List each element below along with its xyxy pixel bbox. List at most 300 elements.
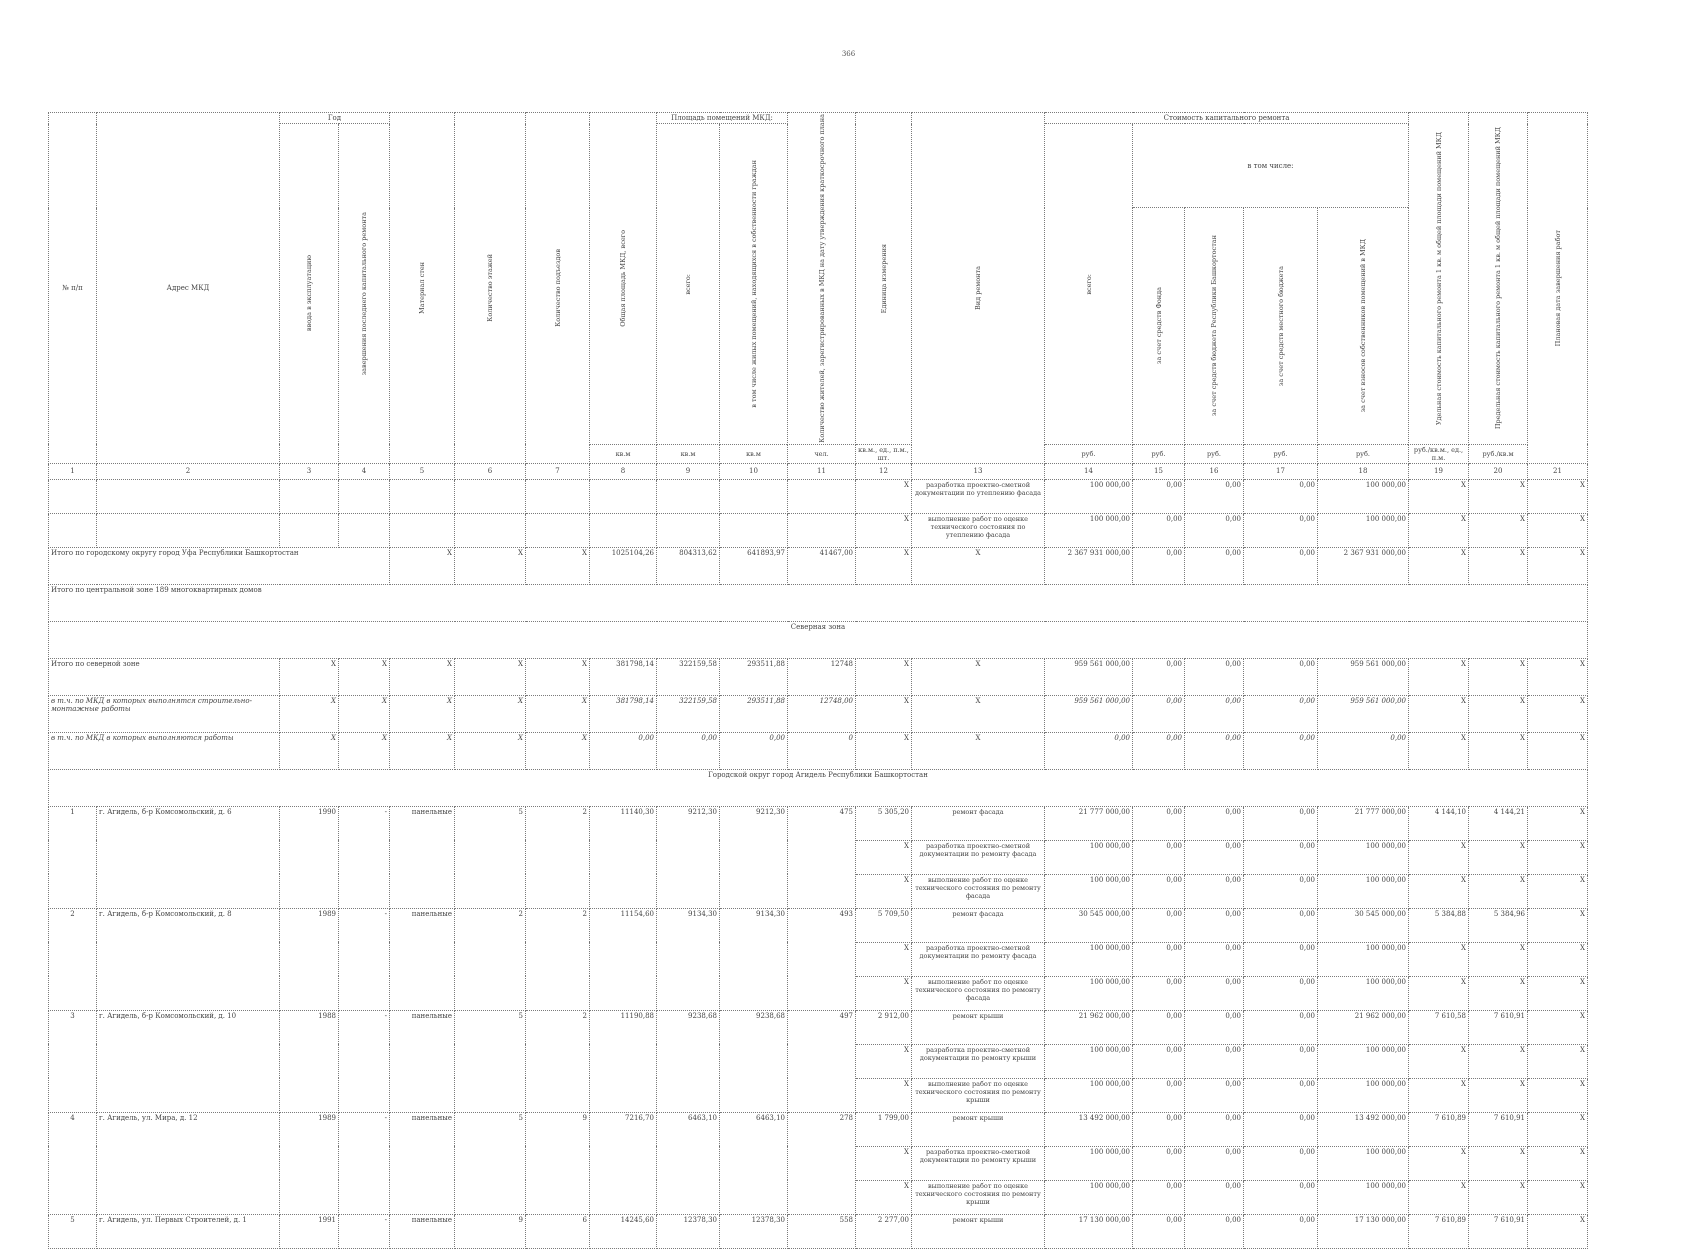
table-cell: 0 bbox=[788, 732, 856, 769]
table-cell: 0,00 bbox=[1133, 908, 1185, 942]
table-cell: X bbox=[526, 658, 590, 695]
header-work-type: Вид ремонта bbox=[912, 113, 1045, 464]
table-cell: 9 bbox=[455, 1214, 526, 1248]
table-cell: 1 799,00 bbox=[856, 1112, 912, 1146]
table-cell: 0,00 bbox=[1244, 874, 1318, 908]
table-cell: 6463,10 bbox=[657, 1112, 720, 1214]
table-cell: 6 bbox=[526, 1214, 590, 1248]
table-cell: X bbox=[1409, 479, 1469, 513]
table-cell: X bbox=[1409, 513, 1469, 547]
table-cell: 12748,00 bbox=[788, 695, 856, 732]
table-cell: 5 bbox=[49, 1214, 97, 1248]
table-cell: 0,00 bbox=[1185, 840, 1244, 874]
table-cell: 0,00 bbox=[657, 732, 720, 769]
table-cell: 959 561 000,00 bbox=[1045, 658, 1133, 695]
register-sheet bbox=[48, 112, 1588, 1249]
table-cell: выполнение работ по оценке технического состояния по ремонту крыши bbox=[912, 1078, 1045, 1112]
table-cell: X bbox=[1528, 908, 1588, 942]
table-cell: 0,00 bbox=[1133, 695, 1185, 732]
table-cell: 2 bbox=[526, 806, 590, 908]
table-cell: 9 bbox=[657, 463, 720, 479]
table-cell: X bbox=[912, 695, 1045, 732]
table-cell: ремонт фасада bbox=[912, 806, 1045, 840]
table-cell: 12 bbox=[856, 463, 912, 479]
table-cell: 1 bbox=[49, 463, 97, 479]
table-cell: ремонт фасада bbox=[912, 908, 1045, 942]
header-entrances: Количество подъездов bbox=[526, 113, 590, 464]
table-cell: X bbox=[1528, 1010, 1588, 1044]
table-cell: X bbox=[1528, 1078, 1588, 1112]
table-cell: X bbox=[1528, 658, 1588, 695]
table-cell: 2 bbox=[97, 463, 280, 479]
table-cell: 5 bbox=[455, 806, 526, 908]
table-cell: X bbox=[1528, 942, 1588, 976]
table-cell bbox=[280, 513, 339, 547]
table-cell: X bbox=[1409, 547, 1469, 584]
table-cell: 0,00 bbox=[1244, 732, 1318, 769]
table-cell: 0,00 bbox=[1185, 976, 1244, 1010]
table-cell: 100 000,00 bbox=[1318, 1078, 1409, 1112]
table-cell bbox=[97, 479, 280, 513]
header-cost-republic: за счет средств бюджета Республики Башкортостан bbox=[1185, 208, 1244, 445]
header-no: № п/п bbox=[49, 113, 97, 464]
table-cell: в т.ч. по МКД в которых выполнятся строительно-монтажные работы bbox=[49, 695, 280, 732]
table-cell: 100 000,00 bbox=[1045, 1180, 1133, 1214]
table-cell: разработка проектно-сметной документации по ремонту фасада bbox=[912, 942, 1045, 976]
table-cell: X bbox=[1528, 1112, 1588, 1146]
house-row bbox=[49, 908, 1588, 942]
table-cell: X bbox=[856, 479, 912, 513]
table-cell: 0,00 bbox=[1244, 976, 1318, 1010]
table-cell: 9212,30 bbox=[720, 806, 788, 908]
table-cell: выполнение работ по оценке технического состояния по ремонту крыши bbox=[912, 1180, 1045, 1214]
table-cell: 0,00 bbox=[1133, 840, 1185, 874]
table-cell: 21 962 000,00 bbox=[1045, 1010, 1133, 1044]
table-cell: X bbox=[1469, 1180, 1528, 1214]
table-cell: Итого по центральной зоне 189 многоквартирных домов bbox=[49, 584, 1588, 621]
table-cell: X bbox=[1409, 1044, 1469, 1078]
table-cell bbox=[455, 479, 526, 513]
house-row bbox=[49, 1214, 1588, 1248]
table-cell: 558 bbox=[788, 1214, 856, 1248]
table-cell: 0,00 bbox=[1133, 1044, 1185, 1078]
table-cell: 5 384,88 bbox=[1409, 908, 1469, 942]
table-cell: 21 962 000,00 bbox=[1318, 1010, 1409, 1044]
table-cell: X bbox=[1409, 695, 1469, 732]
header-deadline: Плановая дата завершения работ bbox=[1528, 113, 1588, 464]
table-cell: 20 bbox=[1469, 463, 1528, 479]
table-cell: 9 bbox=[526, 1112, 590, 1214]
table-cell bbox=[339, 479, 390, 513]
table-cell: 100 000,00 bbox=[1045, 479, 1133, 513]
table-cell: 0,00 bbox=[1133, 1146, 1185, 1180]
table-cell: 641893,97 bbox=[720, 547, 788, 584]
table-row bbox=[49, 479, 1588, 513]
table-cell: 100 000,00 bbox=[1045, 513, 1133, 547]
table-cell: X bbox=[856, 695, 912, 732]
table-cell: 14245,60 bbox=[590, 1214, 657, 1248]
table-cell: X bbox=[280, 695, 339, 732]
table-cell: 0,00 bbox=[1133, 547, 1185, 584]
table-cell: 11140,30 bbox=[590, 806, 657, 908]
table-cell: 1988 bbox=[280, 1010, 339, 1112]
table-cell: X bbox=[912, 658, 1045, 695]
table-cell: 0,00 bbox=[1133, 658, 1185, 695]
table-cell: 100 000,00 bbox=[1318, 479, 1409, 513]
table-cell: 0,00 bbox=[1185, 1010, 1244, 1044]
table-cell: X bbox=[912, 547, 1045, 584]
table-cell: 8 bbox=[590, 463, 657, 479]
table-cell: 13 bbox=[912, 463, 1045, 479]
table-cell: - bbox=[339, 1010, 390, 1112]
table-cell: 959 561 000,00 bbox=[1045, 695, 1133, 732]
table-cell: 0,00 bbox=[1133, 513, 1185, 547]
table-cell: 293511,88 bbox=[720, 695, 788, 732]
table-cell: 0,00 bbox=[1244, 513, 1318, 547]
table-cell: X bbox=[1528, 1214, 1588, 1248]
table-cell: 293511,88 bbox=[720, 658, 788, 695]
table-cell: X bbox=[856, 732, 912, 769]
table-cell: X bbox=[526, 695, 590, 732]
table-cell: 0,00 bbox=[1244, 942, 1318, 976]
table-cell: 5 384,96 bbox=[1469, 908, 1528, 942]
table-cell: 0,00 bbox=[1244, 547, 1318, 584]
table-cell: X bbox=[1409, 1146, 1469, 1180]
table-cell: 30 545 000,00 bbox=[1045, 908, 1133, 942]
table-cell: X bbox=[526, 732, 590, 769]
table-cell: - bbox=[339, 806, 390, 908]
table-cell: 278 bbox=[788, 1112, 856, 1214]
table-cell: X bbox=[856, 1044, 912, 1078]
table-cell: руб./кв.м., ед., п.м. bbox=[1409, 444, 1469, 463]
table-cell: 2 367 931 000,00 bbox=[1045, 547, 1133, 584]
table-cell: 7 bbox=[526, 463, 590, 479]
table-cell: 5 bbox=[455, 1010, 526, 1112]
north-total-row bbox=[49, 732, 1588, 769]
table-cell: X bbox=[1409, 658, 1469, 695]
table-cell: X bbox=[1528, 513, 1588, 547]
table-cell: X bbox=[856, 547, 912, 584]
table-cell: X bbox=[856, 874, 912, 908]
table-cell: руб. bbox=[1318, 444, 1409, 463]
table-cell: 1990 bbox=[280, 806, 339, 908]
header-premises: Площадь помещений МКД: bbox=[657, 113, 788, 124]
table-cell bbox=[788, 513, 856, 547]
table-cell: 9134,30 bbox=[720, 908, 788, 1010]
header-address: Адрес МКД bbox=[97, 113, 280, 464]
table-cell: X bbox=[1528, 1044, 1588, 1078]
table-cell bbox=[788, 479, 856, 513]
table-cell: 0,00 bbox=[1244, 1214, 1318, 1248]
table-cell: панельные bbox=[390, 908, 455, 1010]
table-cell: разработка проектно-сметной документации по ремонту фасада bbox=[912, 840, 1045, 874]
table-cell: X bbox=[1469, 547, 1528, 584]
column-numbers-row bbox=[49, 463, 1588, 479]
table-cell: г. Агидель, ул. Мира, д. 12 bbox=[97, 1112, 280, 1214]
header-premises-citizens: в том числе жилых помещений, находящихся в собственности граждан bbox=[720, 124, 788, 445]
table-cell: 0,00 bbox=[1133, 1180, 1185, 1214]
table-cell: X bbox=[1469, 942, 1528, 976]
header-residents: Количество жителей, зарегистрированных в МКД на дату утверждения краткосрочного плана bbox=[788, 113, 856, 445]
table-cell: 13 492 000,00 bbox=[1045, 1112, 1133, 1146]
table-cell: 19 bbox=[1409, 463, 1469, 479]
header-premises-total: всего: bbox=[657, 124, 720, 445]
table-cell: 2 bbox=[526, 908, 590, 1010]
table-cell: X bbox=[1528, 976, 1588, 1010]
table-cell: 0,00 bbox=[1244, 840, 1318, 874]
table-cell: 0,00 bbox=[1133, 732, 1185, 769]
north-total-row bbox=[49, 695, 1588, 732]
table-cell: 100 000,00 bbox=[1318, 1146, 1409, 1180]
table-cell: 7 610,91 bbox=[1469, 1112, 1528, 1146]
table-cell: 0,00 bbox=[1244, 806, 1318, 840]
table-cell: X bbox=[339, 732, 390, 769]
table-cell: 100 000,00 bbox=[1318, 1180, 1409, 1214]
table-cell: г. Агидель, б-р Комсомольский, д. 6 bbox=[97, 806, 280, 908]
table-cell: выполнение работ по оценке технического состояния по ремонту фасада bbox=[912, 874, 1045, 908]
table-cell: 0,00 bbox=[1133, 1078, 1185, 1112]
table-cell bbox=[590, 513, 657, 547]
table-cell: 0,00 bbox=[1185, 874, 1244, 908]
table-cell: 959 561 000,00 bbox=[1318, 695, 1409, 732]
table-cell: X bbox=[856, 976, 912, 1010]
table-cell: 497 bbox=[788, 1010, 856, 1112]
table-cell: X bbox=[912, 732, 1045, 769]
table-cell: 3 bbox=[280, 463, 339, 479]
table-cell: X bbox=[280, 658, 339, 695]
table-cell: 475 bbox=[788, 806, 856, 908]
table-cell: 0,00 bbox=[1185, 1146, 1244, 1180]
table-cell: 2 912,00 bbox=[856, 1010, 912, 1044]
table-cell: X bbox=[1528, 732, 1588, 769]
table-cell: 4 144,10 bbox=[1409, 806, 1469, 840]
table-cell: кв.м bbox=[720, 444, 788, 463]
header-max-cost: Предельная стоимость капитального ремонта 1 кв. м общей площади помещений МКД bbox=[1469, 113, 1528, 445]
table-cell: выполнение работ по оценке технического состояния по ремонту фасада bbox=[912, 976, 1045, 1010]
table-cell: 4 144,21 bbox=[1469, 806, 1528, 840]
table-cell: г. Агидель, б-р Комсомольский, д. 8 bbox=[97, 908, 280, 1010]
table-cell: X bbox=[390, 695, 455, 732]
header-unit: Единица измерения bbox=[856, 113, 912, 445]
table-cell: 7 610,91 bbox=[1469, 1214, 1528, 1248]
table-cell: 12378,30 bbox=[657, 1214, 720, 1248]
table-cell: руб. bbox=[1133, 444, 1185, 463]
table-cell: 0,00 bbox=[1244, 1078, 1318, 1112]
table-cell bbox=[720, 479, 788, 513]
table-cell: ремонт крыши bbox=[912, 1112, 1045, 1146]
table-cell: X bbox=[1469, 732, 1528, 769]
table-header bbox=[49, 113, 1588, 480]
table-cell: 0,00 bbox=[1244, 695, 1318, 732]
table-cell: 12378,30 bbox=[720, 1214, 788, 1248]
table-cell: 2 367 931 000,00 bbox=[1318, 547, 1409, 584]
header-walls: Материал стен bbox=[390, 113, 455, 464]
table-cell: X bbox=[455, 732, 526, 769]
table-cell: X bbox=[856, 1146, 912, 1180]
table-cell: X bbox=[1409, 732, 1469, 769]
table-cell: 17 bbox=[1244, 463, 1318, 479]
table-cell: X bbox=[1469, 479, 1528, 513]
table-row bbox=[49, 513, 1588, 547]
central-zone-total-row bbox=[49, 584, 1588, 621]
table-cell: 2 bbox=[49, 908, 97, 1010]
table-cell: 0,00 bbox=[1185, 732, 1244, 769]
table-cell: X bbox=[1469, 840, 1528, 874]
table-cell: разработка проектно-сметной документации по утеплению фасада bbox=[912, 479, 1045, 513]
table-cell: 100 000,00 bbox=[1318, 976, 1409, 1010]
table-cell: Городской округ город Агидель Республики Башкортостан bbox=[49, 769, 1588, 806]
table-cell: 4 bbox=[49, 1112, 97, 1214]
table-cell: X bbox=[1409, 1078, 1469, 1112]
table-cell: 17 130 000,00 bbox=[1045, 1214, 1133, 1248]
table-cell: 0,00 bbox=[1133, 1214, 1185, 1248]
table-cell: 0,00 bbox=[1244, 479, 1318, 513]
table-cell: X bbox=[1528, 547, 1588, 584]
table-cell: 30 545 000,00 bbox=[1318, 908, 1409, 942]
table-cell: X bbox=[339, 695, 390, 732]
table-cell: 9238,68 bbox=[657, 1010, 720, 1112]
table-cell bbox=[455, 513, 526, 547]
table-cell: 100 000,00 bbox=[1045, 874, 1133, 908]
table-cell: панельные bbox=[390, 1010, 455, 1112]
table-cell: 0,00 bbox=[1185, 547, 1244, 584]
table-cell: 0,00 bbox=[1185, 479, 1244, 513]
table-cell: 14 bbox=[1045, 463, 1133, 479]
table-cell: 381798,14 bbox=[590, 658, 657, 695]
table-cell: руб. bbox=[1045, 444, 1133, 463]
table-cell: Итого по северной зоне bbox=[49, 658, 280, 695]
table-cell: 0,00 bbox=[1244, 1044, 1318, 1078]
table-cell: разработка проектно-сметной документации по ремонту крыши bbox=[912, 1044, 1045, 1078]
table-cell bbox=[49, 479, 97, 513]
house-row bbox=[49, 1112, 1588, 1146]
table-cell: X bbox=[856, 1180, 912, 1214]
header-incl: в том числе: bbox=[1133, 124, 1409, 208]
header-floors: Количество этажей bbox=[455, 113, 526, 464]
table-cell: 0,00 bbox=[720, 732, 788, 769]
table-cell: 0,00 bbox=[1185, 942, 1244, 976]
table-cell: 0,00 bbox=[1133, 874, 1185, 908]
header-specific-cost: Удельная стоимость капитального ремонта 1 кв. м общей площади помещений МКД bbox=[1409, 113, 1469, 445]
table-cell: 9134,30 bbox=[657, 908, 720, 1010]
table-cell: 0,00 bbox=[1185, 806, 1244, 840]
table-cell: X bbox=[1528, 840, 1588, 874]
table-cell: 7 610,58 bbox=[1409, 1010, 1469, 1044]
table-cell: X bbox=[1469, 1146, 1528, 1180]
table-cell: 1989 bbox=[280, 908, 339, 1010]
header-year: Год bbox=[280, 113, 390, 124]
table-cell: X bbox=[1469, 1078, 1528, 1112]
header-cost-local: за счет средств местного бюджета bbox=[1244, 208, 1318, 445]
table-cell: X bbox=[526, 547, 590, 584]
table-cell: 0,00 bbox=[1133, 976, 1185, 1010]
table-cell: 0,00 bbox=[1133, 942, 1185, 976]
table-cell: 959 561 000,00 bbox=[1318, 658, 1409, 695]
table-cell: X bbox=[455, 695, 526, 732]
table-cell: 13 492 000,00 bbox=[1318, 1112, 1409, 1146]
table-cell: 2 bbox=[455, 908, 526, 1010]
table-cell: X bbox=[1469, 658, 1528, 695]
table-cell: X bbox=[455, 658, 526, 695]
table-cell: 100 000,00 bbox=[1045, 1078, 1133, 1112]
table-cell bbox=[339, 513, 390, 547]
table-cell: 0,00 bbox=[1133, 1112, 1185, 1146]
table-cell: г. Агидель, б-р Комсомольский, д. 10 bbox=[97, 1010, 280, 1112]
page-number: 366 bbox=[841, 50, 856, 58]
table-cell: 0,00 bbox=[1185, 1112, 1244, 1146]
table-cell: 2 277,00 bbox=[856, 1214, 912, 1248]
table-cell: X bbox=[390, 732, 455, 769]
table-cell: 381798,14 bbox=[590, 695, 657, 732]
table-cell: 6 bbox=[455, 463, 526, 479]
table-cell: X bbox=[1528, 1180, 1588, 1214]
table-cell: X bbox=[856, 513, 912, 547]
table-cell: 16 bbox=[1185, 463, 1244, 479]
table-cell: разработка проектно-сметной документации по ремонту крыши bbox=[912, 1146, 1045, 1180]
table-cell: 1025104,26 bbox=[590, 547, 657, 584]
table-cell: г. Агидель, ул. Первых Строителей, д. 1 bbox=[97, 1214, 280, 1248]
table-cell: 0,00 bbox=[1133, 806, 1185, 840]
header-total-area: Общая площадь МКД, всего bbox=[590, 113, 657, 445]
table-cell: 0,00 bbox=[1185, 658, 1244, 695]
table-cell: 0,00 bbox=[1185, 1044, 1244, 1078]
table-cell: - bbox=[339, 1112, 390, 1214]
table-cell: 21 777 000,00 bbox=[1318, 806, 1409, 840]
table-cell bbox=[97, 513, 280, 547]
table-cell: 1991 bbox=[280, 1214, 339, 1248]
table-cell: X bbox=[1409, 942, 1469, 976]
table-cell: 0,00 bbox=[1244, 908, 1318, 942]
table-cell: 11154,60 bbox=[590, 908, 657, 1010]
table-cell: 0,00 bbox=[1185, 908, 1244, 942]
table-cell: X bbox=[339, 658, 390, 695]
table-cell: X bbox=[1469, 976, 1528, 1010]
table-cell: 11 bbox=[788, 463, 856, 479]
header-year-repair: завершения последнего капитального ремонта bbox=[339, 124, 390, 464]
table-cell: 15 bbox=[1133, 463, 1185, 479]
table-body bbox=[49, 479, 1588, 1248]
table-cell: 7216,70 bbox=[590, 1112, 657, 1214]
table-cell: 100 000,00 bbox=[1045, 976, 1133, 1010]
table-cell: X bbox=[1528, 874, 1588, 908]
table-cell: X bbox=[1409, 1180, 1469, 1214]
table-cell: 0,00 bbox=[590, 732, 657, 769]
table-cell: X bbox=[1469, 874, 1528, 908]
table-cell: 100 000,00 bbox=[1045, 1044, 1133, 1078]
table-cell: 6463,10 bbox=[720, 1112, 788, 1214]
table-cell: руб./кв.м bbox=[1469, 444, 1528, 463]
table-cell: X bbox=[1528, 806, 1588, 840]
table-cell: X bbox=[856, 840, 912, 874]
table-cell: ремонт крыши bbox=[912, 1214, 1045, 1248]
table-cell: X bbox=[1469, 513, 1528, 547]
table-cell: 0,00 bbox=[1244, 1180, 1318, 1214]
table-cell: 7 610,89 bbox=[1409, 1214, 1469, 1248]
table-cell: 10 bbox=[720, 463, 788, 479]
table-cell: 100 000,00 bbox=[1318, 513, 1409, 547]
table-cell: 0,00 bbox=[1185, 1214, 1244, 1248]
table-cell: 21 777 000,00 bbox=[1045, 806, 1133, 840]
table-cell: 0,00 bbox=[1185, 695, 1244, 732]
table-cell: 2 bbox=[526, 1010, 590, 1112]
table-cell: выполнение работ по оценке технического состояния по утеплению фасада bbox=[912, 513, 1045, 547]
house-row bbox=[49, 1010, 1588, 1044]
table-cell: - bbox=[339, 908, 390, 1010]
table-cell: 5 bbox=[390, 463, 455, 479]
table-cell: X bbox=[1528, 695, 1588, 732]
table-cell: 0,00 bbox=[1244, 658, 1318, 695]
header-year-built: ввода в эксплуатацию bbox=[280, 124, 339, 464]
